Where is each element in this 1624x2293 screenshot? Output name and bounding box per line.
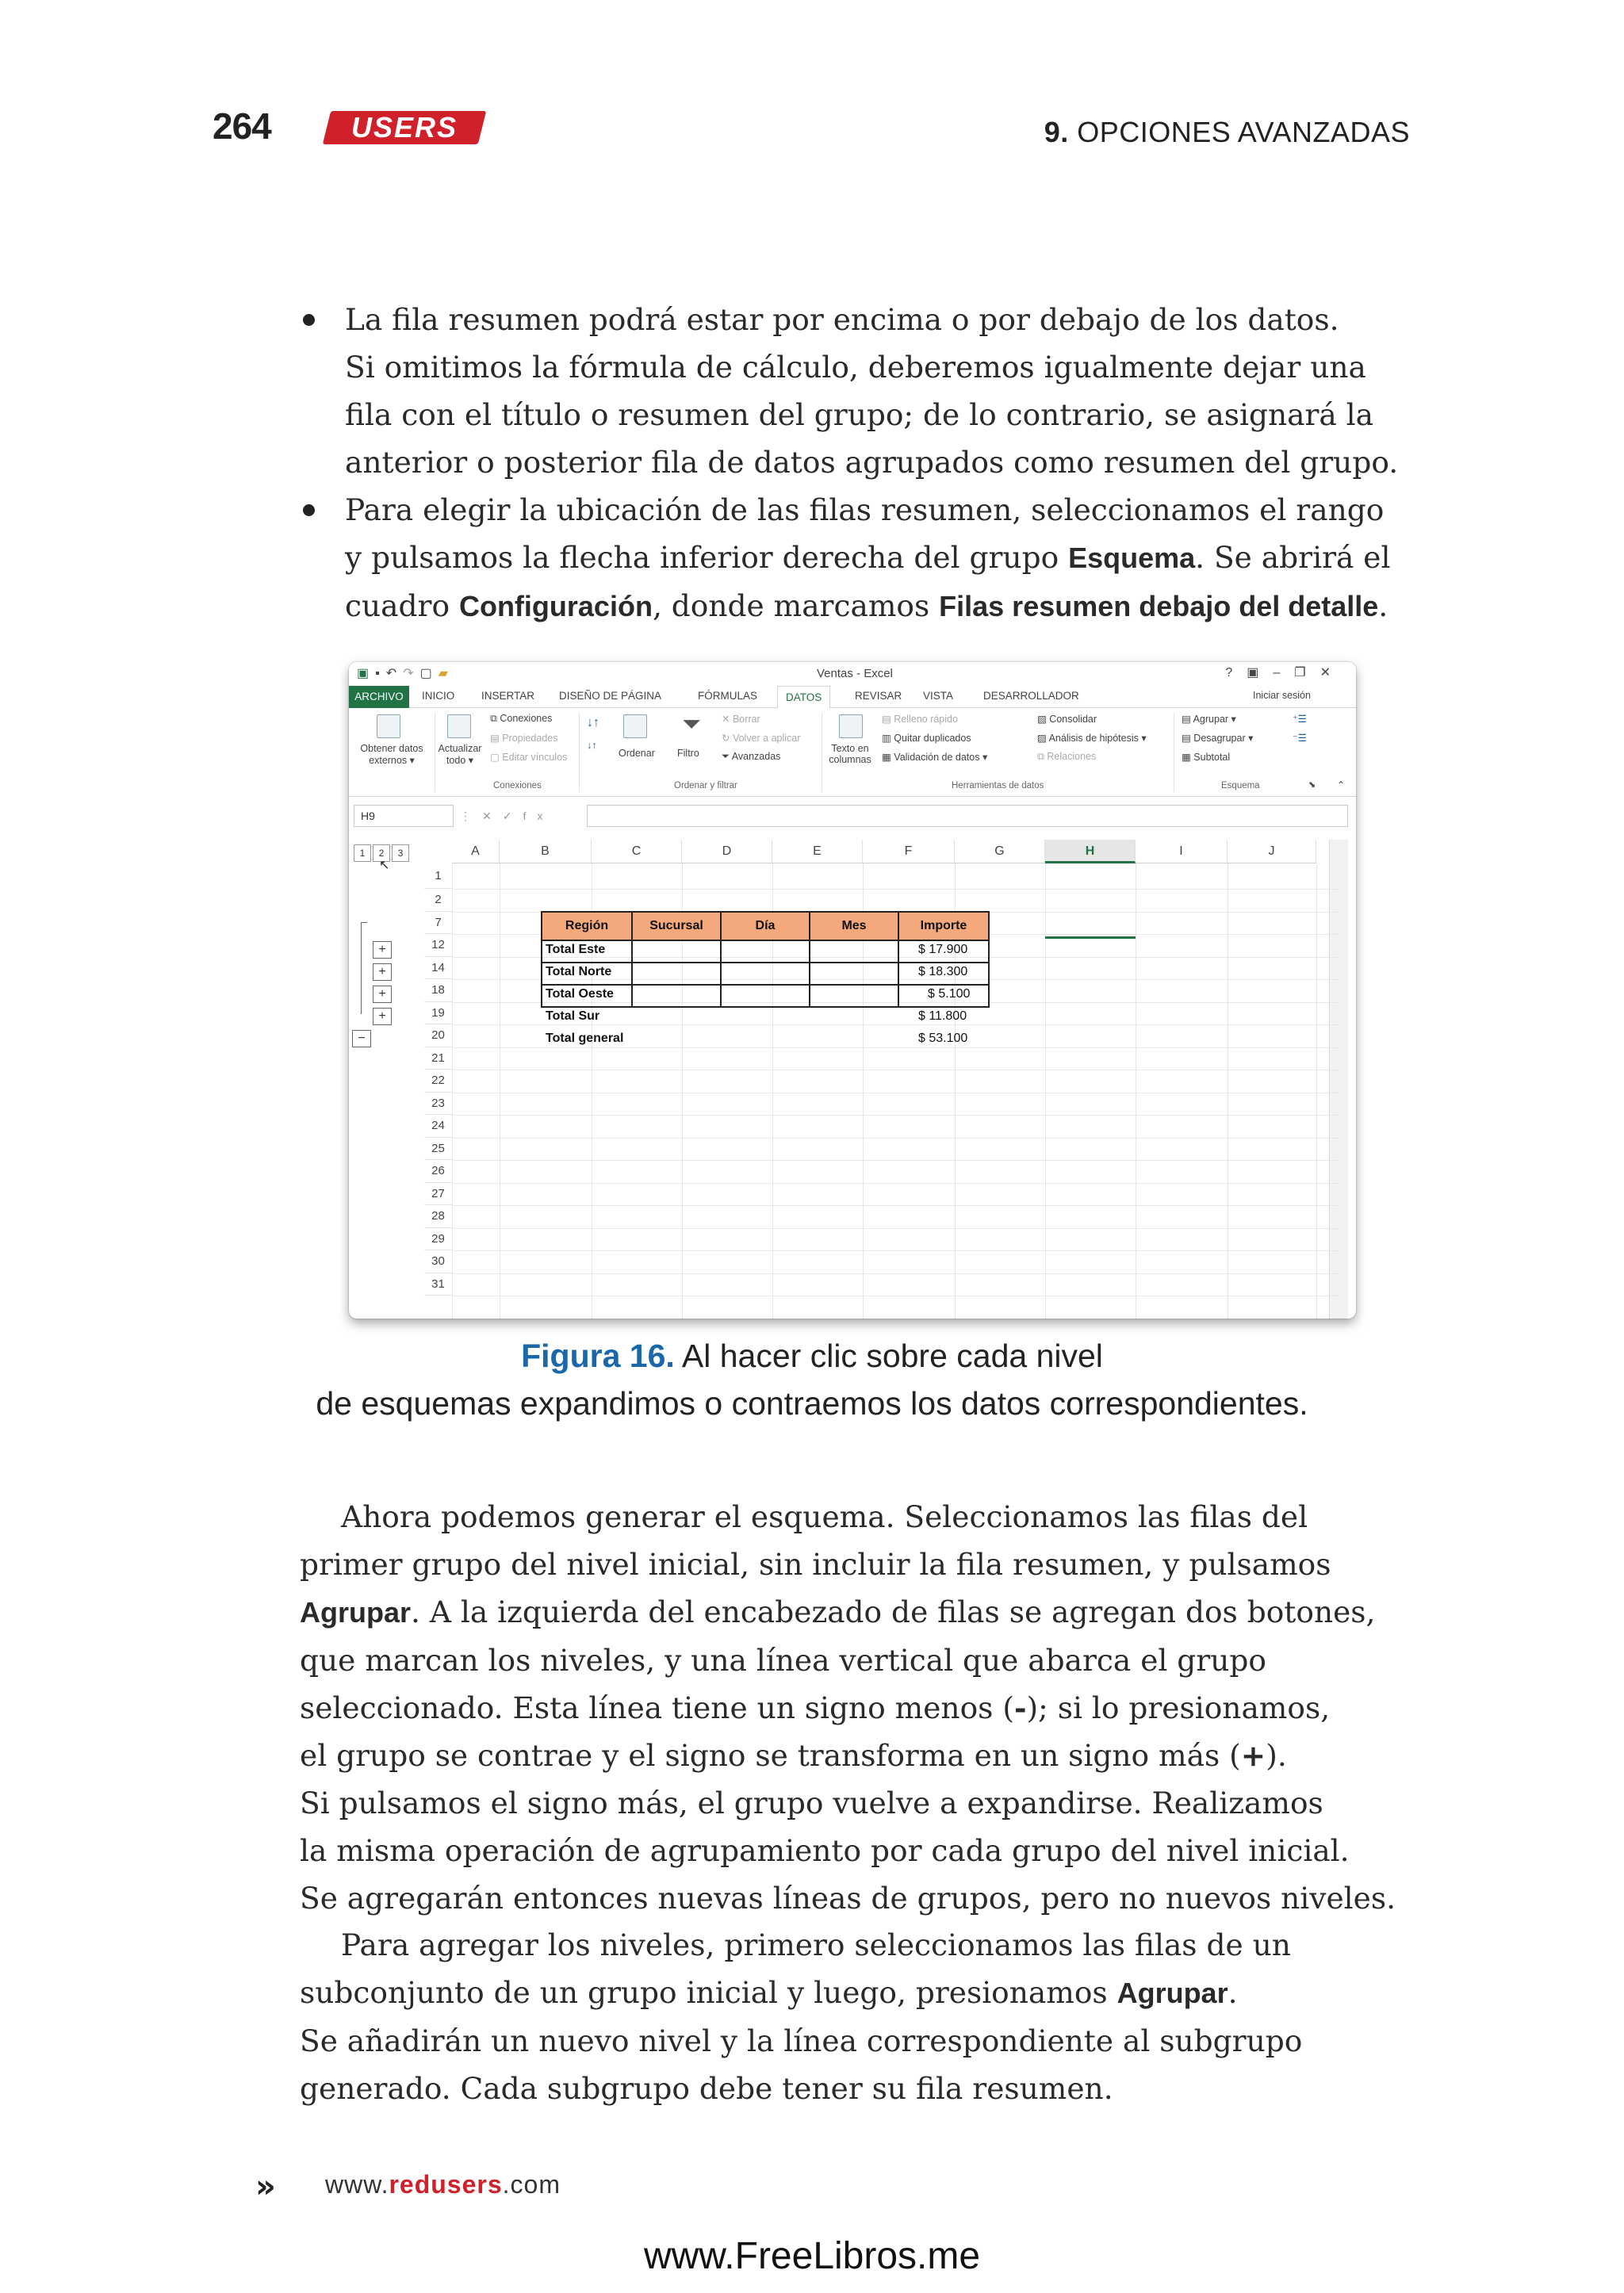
formula-bar [349, 805, 1356, 829]
row-header[interactable]: 23 [424, 1093, 452, 1116]
cancel-icon[interactable]: ✕ [482, 810, 503, 822]
data-validation-button[interactable]: ▦ Validación de datos ▾ [882, 752, 988, 763]
grid-line [452, 1183, 1340, 1184]
group-icon: ▤ [1182, 714, 1193, 725]
refresh-icon [447, 714, 471, 738]
table-border [898, 940, 899, 1008]
text-run: . Se abrirá el [1195, 540, 1391, 575]
row-header[interactable]: 1 [424, 863, 452, 889]
row-header[interactable]: 12 [424, 934, 452, 957]
bullet-dot [303, 504, 315, 516]
row-header[interactable]: 25 [424, 1138, 452, 1161]
text-line [300, 1684, 1396, 1732]
cell-value: Total Oeste [546, 987, 614, 1001]
text-line: que marcan los niveles, y una línea vertical que abarca el grupo [300, 1643, 1266, 1678]
row-header[interactable]: 2 [424, 889, 452, 912]
table-cell[interactable]: $ 53.100 [918, 1032, 968, 1045]
keyword-agrupar: Agrupar [300, 1596, 412, 1629]
text-run: el grupo se contrae y el signo se transforma en un signo más ( [300, 1738, 1241, 1773]
url-part: www. [325, 2170, 389, 2199]
column-header[interactable]: E [772, 840, 863, 863]
tab-desarrollador[interactable]: DESARROLLADOR [983, 690, 1079, 702]
row-header[interactable]: 24 [424, 1115, 452, 1138]
data-validation-icon: ▦ [882, 752, 894, 763]
ribbon [349, 708, 1356, 797]
clear-icon: ✕ [722, 714, 733, 725]
outline-level-1-button[interactable]: 1 [354, 844, 371, 862]
column-header[interactable]: D [682, 840, 772, 863]
formula-input[interactable] [587, 805, 1348, 827]
grid-line [452, 1250, 1340, 1251]
caption-line-1 [0, 1332, 1624, 1380]
dialog-launcher-icon[interactable]: ⬊ [1308, 780, 1316, 790]
new-file-icon[interactable]: ▢ [419, 667, 439, 680]
button-label: Volver a aplicar [732, 733, 801, 744]
cell-value: Total Este [546, 943, 606, 956]
page-number: 264 [213, 105, 271, 147]
button-label: Consolidar [1049, 714, 1097, 725]
remove-duplicates-icon: ▥ [882, 733, 894, 744]
properties-icon: ▤ [490, 733, 503, 744]
row-header[interactable]: 31 [424, 1273, 452, 1296]
bullet-item-1 [345, 296, 1398, 486]
keyword-filas-resumen: Filas resumen debajo del detalle [939, 590, 1379, 622]
bullet-dot [303, 314, 315, 326]
text-run: . [1378, 588, 1388, 623]
tab-insertar[interactable]: INSERTAR [481, 690, 535, 702]
button-label: Avanzadas [731, 751, 781, 762]
button-label: Relaciones [1047, 751, 1097, 762]
keyword-configuracion: Configuración [458, 590, 653, 622]
ungroup-icon: ▤ [1182, 733, 1194, 744]
get-external-data-button[interactable] [352, 743, 431, 766]
url-part-users: users [431, 2170, 503, 2199]
row-header[interactable]: 26 [424, 1160, 452, 1183]
ribbon-tabs [349, 686, 1356, 708]
sign-in-link[interactable]: Iniciar sesión [1253, 690, 1311, 701]
enter-icon[interactable]: ✓ [502, 810, 523, 822]
caption-line-2: de esquemas expandimos o contraemos los datos correspondientes. [316, 1385, 1308, 1422]
flash-fill-icon: ▤ [882, 714, 894, 725]
text-line: la misma operación de agrupamiento por cada grupo del nivel inicial. [300, 1833, 1350, 1868]
text-line [345, 534, 1390, 582]
text-run: subconjunto de un grupo inicial y luego, presionamos [300, 1975, 1117, 2010]
group-separator [579, 713, 580, 792]
expand-group-button[interactable]: + [373, 1008, 392, 1025]
text-run: ); si lo presionamos, [1026, 1690, 1331, 1725]
reapply-button[interactable] [722, 732, 800, 744]
text-line: fila con el título o resumen del grupo; de lo contrario, se asignará la [345, 397, 1374, 432]
expand-group-button[interactable]: + [373, 941, 392, 959]
consolidate-icon: ▧ [1037, 714, 1050, 725]
row-header[interactable]: 21 [424, 1047, 452, 1070]
button-label: Borrar [732, 714, 760, 725]
keyword-agrupar: Agrupar [1116, 1977, 1228, 2009]
consolidate-button[interactable] [1037, 713, 1097, 725]
url-part: .com [502, 2170, 561, 2199]
chapter-heading [1044, 116, 1410, 149]
tab-diseno-pagina[interactable]: DISEÑO DE PÁGINA [559, 690, 662, 702]
cell-value: Total Norte [546, 965, 612, 978]
button-label: todo ▾ [446, 755, 474, 766]
group-label-esquema: Esquema [1221, 781, 1260, 790]
reapply-icon: ↻ [722, 733, 733, 744]
cell-value: Total Sur [546, 1009, 600, 1023]
advanced-button[interactable] [722, 751, 780, 763]
relationships-button[interactable] [1037, 751, 1096, 763]
table-cell[interactable] [546, 1009, 599, 1024]
minimize-icon[interactable]: – [1273, 666, 1295, 679]
minus-symbol: - [1013, 1690, 1027, 1725]
button-label: Subtotal [1193, 752, 1231, 763]
caption-text: Al hacer clic sobre cada nivel [674, 1338, 1103, 1374]
what-if-icon: ▨ [1037, 733, 1049, 744]
text-run: . A la izquierda del encabezado de filas se agregan dos botones, [411, 1594, 1376, 1629]
grid-line [452, 1047, 1340, 1048]
sort-za-icon[interactable]: ↓↑ [587, 740, 597, 751]
close-icon[interactable]: ✕ [1320, 666, 1345, 679]
hide-detail-icon[interactable]: ⁻☰ [1293, 733, 1307, 744]
button-label: Análisis de hipótesis [1048, 733, 1139, 744]
table-cell[interactable]: $ 18.300 [918, 965, 968, 978]
url-part-red: red [389, 2170, 431, 2199]
grid-line [452, 1115, 1340, 1116]
text-line: La fila resumen podrá estar por encima o por debajo de los datos. [345, 302, 1339, 337]
quick-access-toolbar [357, 665, 454, 681]
table-cell[interactable]: $ 11.800 [918, 1009, 967, 1023]
window-controls [1225, 664, 1345, 680]
text-line: Si omitimos la fórmula de cálculo, deberemos igualmente dejar una [345, 350, 1366, 385]
chapter-title: OPCIONES AVANZADAS [1077, 116, 1410, 148]
expand-group-button[interactable]: + [373, 986, 392, 1003]
excel-screenshot [349, 662, 1356, 1319]
text-run: y pulsamos la flecha inferior derecha del grupo [345, 540, 1069, 575]
group-label-ordenar-filtrar: Ordenar y filtrar [674, 781, 737, 790]
table-header-mes[interactable]: Mes [809, 911, 899, 941]
footer-url[interactable] [325, 2170, 561, 2199]
redo-icon[interactable]: ↷ [403, 667, 420, 680]
subtotal-icon: ▦ [1182, 752, 1194, 763]
table-border [809, 940, 810, 1008]
table-header-sucursal[interactable]: Sucursal [631, 911, 722, 941]
text-line [300, 1588, 1396, 1636]
row-header[interactable]: 14 [424, 957, 452, 980]
table-header-importe[interactable]: Importe [898, 911, 990, 941]
text-line: Si pulsamos el signo más, el grupo vuelve a expandirse. Realizamos [300, 1786, 1323, 1820]
text-to-columns-button[interactable] [825, 743, 875, 765]
tab-archivo[interactable]: ARCHIVO [349, 686, 409, 708]
body-paragraph-2 [300, 1921, 1302, 2112]
column-header[interactable]: A [452, 840, 500, 863]
collapse-ribbon-icon[interactable]: ⌃ [1337, 779, 1346, 790]
table-cell[interactable]: $ 5.100 [928, 987, 971, 1001]
button-label: Validación de datos [894, 752, 980, 763]
table-cell[interactable] [546, 987, 614, 1001]
table-cell[interactable] [546, 1032, 623, 1046]
subtotal-button[interactable] [1182, 751, 1230, 763]
help-icon[interactable]: ? [1225, 666, 1247, 679]
edit-links-button[interactable] [490, 751, 567, 763]
tab-vista[interactable]: VISTA [923, 690, 954, 702]
caption-label: Figura 16. [521, 1338, 675, 1374]
button-label: Conexiones [500, 713, 553, 724]
button-label: Editar vínculos [502, 752, 568, 763]
remove-duplicates-button[interactable] [882, 732, 971, 744]
column-header[interactable]: I [1136, 840, 1228, 863]
column-header[interactable]: F [863, 840, 955, 863]
row-header[interactable]: 19 [424, 1002, 452, 1025]
collapse-group-button[interactable]: − [352, 1030, 371, 1047]
properties-button[interactable] [490, 732, 558, 744]
text-line: Se agregarán entonces nuevas líneas de grupos, pero no nuevos niveles. [300, 1881, 1396, 1916]
grid-line [452, 1273, 1340, 1274]
row-header[interactable]: 20 [424, 1024, 452, 1047]
tab-revisar[interactable]: REVISAR [855, 690, 902, 702]
edit-links-icon: ▢ [490, 752, 503, 763]
row-header[interactable]: 30 [424, 1250, 452, 1273]
grid-line [452, 1228, 1340, 1229]
watermark-url: www.FreeLibros.me [643, 2235, 981, 2277]
text-run: ). [1266, 1738, 1287, 1773]
figure-caption [0, 1332, 1624, 1427]
sort-button[interactable]: Ordenar [619, 748, 655, 759]
clear-button[interactable] [722, 713, 760, 725]
flash-fill-button[interactable] [882, 713, 958, 725]
button-label: Actualizar [438, 743, 482, 754]
grid-line [452, 1138, 1340, 1139]
tab-inicio[interactable]: INICIO [422, 690, 455, 702]
text-run: . [1228, 1975, 1238, 2010]
name-box[interactable]: H9 [354, 805, 454, 827]
chapter-number: 9. [1044, 116, 1069, 148]
outline-level-2-button[interactable]: 2 [373, 844, 390, 862]
undo-icon[interactable]: ↶ [385, 667, 404, 680]
text-line [345, 582, 1390, 630]
text-line: Ahora podemos generar el esquema. Seleccionamos las filas del [341, 1499, 1308, 1534]
sort-az-icon[interactable]: ↓↑ [587, 716, 599, 729]
text-line: Se añadirán un nuevo nivel y la línea correspondiente al subgrupo [300, 2023, 1303, 2058]
external-data-icon [377, 714, 400, 738]
relationships-icon: ⧉ [1037, 751, 1048, 762]
table-header-dia[interactable]: Día [720, 911, 810, 941]
grid-line [452, 1205, 1340, 1206]
row-header[interactable]: 7 [424, 912, 452, 935]
button-label: Agrupar [1193, 714, 1229, 725]
row-header[interactable]: 18 [424, 979, 452, 1002]
table-border [720, 940, 722, 1008]
table-cell[interactable] [546, 965, 611, 979]
grid-line [452, 1024, 1340, 1025]
body-paragraph-1 [300, 1493, 1396, 1922]
outline-bracket-line [361, 922, 362, 1014]
text-line: Para elegir la ubicación de las filas resumen, seleccionamos el rango [345, 492, 1385, 527]
tab-datos[interactable]: DATOS [777, 686, 830, 709]
table-header-region[interactable]: Región [541, 911, 633, 941]
table-border [631, 940, 633, 1008]
text-line [300, 1969, 1302, 2017]
column-header[interactable]: G [955, 840, 1045, 863]
grid-line [452, 889, 1340, 890]
save-icon[interactable]: ▪ [375, 667, 386, 680]
column-header[interactable]: J [1228, 840, 1316, 863]
connections-icon: ⧉ [490, 713, 500, 724]
table-border [541, 962, 990, 963]
row-header[interactable]: 28 [424, 1205, 452, 1228]
text-run: , donde marcamos [652, 588, 940, 623]
text-run: cuadro [345, 588, 459, 623]
group-button[interactable]: ▤ Agrupar ▾ [1182, 714, 1236, 725]
text-line: generado. Cada subgrupo debe tener su fila resumen. [300, 2071, 1113, 2106]
excel-titlebar [349, 662, 1356, 686]
button-label: Obtener datos [360, 743, 423, 754]
selected-cell-indicator[interactable] [1045, 936, 1136, 939]
filter-button[interactable]: Filtro [677, 748, 699, 759]
worksheet-grid [349, 840, 1356, 1319]
text-to-columns-icon [839, 714, 863, 738]
button-label: Desagrupar [1193, 733, 1246, 744]
window-title: Ventas - Excel [817, 667, 893, 680]
refresh-all-button[interactable] [435, 743, 485, 766]
brand-logo-text: USERS [350, 111, 458, 144]
column-header[interactable]: C [592, 840, 682, 863]
sort-dialog-icon [623, 714, 647, 738]
folder-icon[interactable]: ▰ [438, 667, 455, 680]
show-detail-icon[interactable]: ⁺☰ [1293, 714, 1307, 725]
group-label-conexiones: Conexiones [493, 781, 542, 790]
bullet-item-2 [345, 486, 1390, 630]
brand-logo [323, 111, 486, 144]
table-cell[interactable]: $ 17.900 [918, 943, 968, 956]
button-label: Texto en [831, 743, 869, 754]
more-icon: ⋮ [460, 810, 482, 822]
formula-icons [460, 810, 553, 823]
mouse-cursor-icon: ↖ [379, 859, 390, 872]
connections-button[interactable] [490, 713, 552, 725]
excel-logo-icon: ▣ [357, 667, 376, 680]
advanced-icon: ⏷ [722, 751, 732, 762]
restore-icon[interactable]: ❐ [1294, 666, 1320, 679]
text-line: anterior o posterior fila de datos agrupados como resumen del grupo. [345, 445, 1399, 480]
table-border [541, 984, 990, 986]
group-label-herramientas: Herramientas de datos [952, 781, 1044, 790]
keyword-esquema: Esquema [1068, 542, 1196, 574]
button-label: columnas [829, 754, 871, 765]
text-line: primer grupo del nivel inicial, sin incluir la fila resumen, y pulsamos [300, 1547, 1331, 1582]
outline-level-3-button[interactable]: 3 [392, 844, 409, 862]
ribbon-display-icon[interactable]: ▣ [1247, 666, 1274, 679]
button-label: Relleno rápido [894, 714, 958, 725]
plus-symbol: + [1240, 1738, 1266, 1773]
row-header[interactable]: 27 [424, 1183, 452, 1206]
grid-line [452, 1160, 1340, 1161]
column-header[interactable]: B [500, 840, 592, 863]
button-label: Propiedades [502, 733, 558, 744]
button-label: Quitar duplicados [894, 733, 971, 744]
outline-bracket-line [361, 922, 367, 923]
ungroup-button[interactable]: ▤ Desagrupar ▾ [1182, 733, 1254, 744]
text-run: seleccionado. Esta línea tiene un signo menos ( [300, 1690, 1014, 1725]
row-header[interactable]: 22 [424, 1070, 452, 1093]
what-if-button[interactable]: ▨ Análisis de hipótesis ▾ [1037, 733, 1147, 744]
button-label: externos ▾ [369, 755, 415, 766]
cell-value: Total general [546, 1032, 624, 1045]
row-header[interactable]: 29 [424, 1228, 452, 1251]
text-line [300, 1732, 1396, 1779]
footer-chevron-icon: » [255, 2169, 268, 2205]
filter-icon: ⏷ [682, 711, 701, 737]
text-line: Para agregar los niveles, primero seleccionamos las filas de un [341, 1927, 1291, 1962]
fx-icon[interactable]: fx [523, 810, 554, 822]
column-header-active[interactable]: H [1045, 840, 1136, 863]
expand-group-button[interactable]: + [373, 963, 392, 981]
table-cell[interactable] [546, 943, 605, 957]
tab-formulas[interactable]: FÓRMULAS [698, 690, 758, 702]
